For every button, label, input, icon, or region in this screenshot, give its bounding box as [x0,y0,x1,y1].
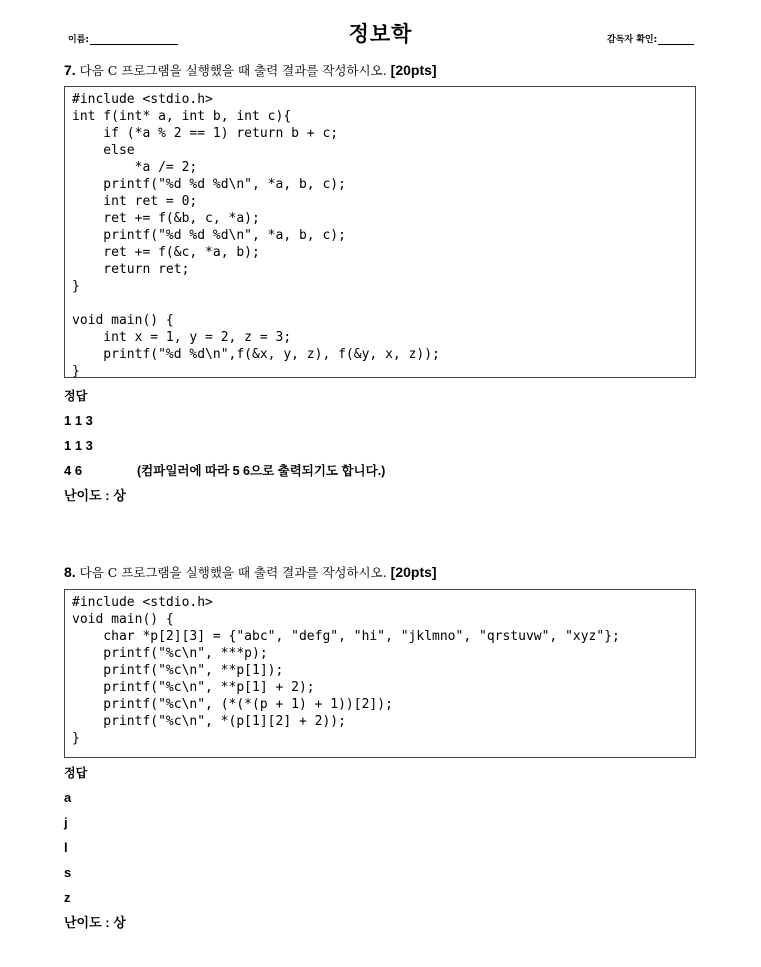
question-7-number: 7. [64,62,76,78]
question-7-title [64,61,437,79]
question-8-number: 8. [64,564,76,580]
question-8-answer-label: 정답 [64,766,88,780]
question-8-answer-line-4: s [64,865,72,880]
question-7-answer-note: (컴파일러에 따라 5 6으로 출력되기도 합니다.) [137,464,386,478]
supervisor-check-field [607,32,694,45]
question-8-code: #include <stdio.h> void main() { char *p[2][3] = {"abc", "defg", "hi", "jklmno", "qrstuvw", "xyz"}; printf("%c\n", ***p); printf("%c\n", **p[1]); printf("%c\n", **p[1] + 2); printf("%c\n", (*(*(p + 1) + 1))[2]); printf("%c\n", *(p[1][2] + 2)); } [72,595,620,746]
question-7-difficulty: 난이도 : 상 [64,488,126,503]
question-8-answer-line-1: a [64,790,72,805]
question-8-text: 다음 C 프로그램을 실행했을 때 출력 결과를 작성하시오. [79,565,387,580]
question-7-code-box [64,86,696,378]
question-7-points: [20pts] [390,62,437,78]
name-label: 이름: [68,35,89,45]
supervisor-blank-line [658,34,694,45]
supervisor-check-label: 감독자 확인: [607,35,658,45]
question-8-answer-line-2: j [64,815,68,830]
question-7-answer-line-1: 1 1 3 [64,413,93,428]
question-7-code: #include <stdio.h> int f(int* a, int b, int c){ if (*a % 2 == 1) return b + c; else *a /= 2; printf("%d %d %d\n", *a, b, c); int ret = 0; ret += f(&b, c, *a); printf("%d %d %d\n", *a, b, c); ret += f(&c, *a, b); return ret; } void main() { int x = 1, y = 2, z = 3; printf("%d %d\n",f(&x, y, z), f(&y, x, z)); } [72,92,440,378]
question-8-points: [20pts] [390,564,437,580]
page-title: 정보학 [348,22,413,46]
question-8-title [64,563,437,581]
question-8-answer-line-5: z [64,890,71,905]
question-7-answer-line-3: 4 6 [64,463,83,478]
question-7-answer-label: 정답 [64,389,88,403]
question-8-answer-line-3: l [64,840,68,855]
question-7-text: 다음 C 프로그램을 실행했을 때 출력 결과를 작성하시오. [79,63,387,78]
question-8-code-box [64,589,696,758]
question-8-difficulty: 난이도 : 상 [64,915,126,930]
question-7-answer-line-2: 1 1 3 [64,438,93,453]
